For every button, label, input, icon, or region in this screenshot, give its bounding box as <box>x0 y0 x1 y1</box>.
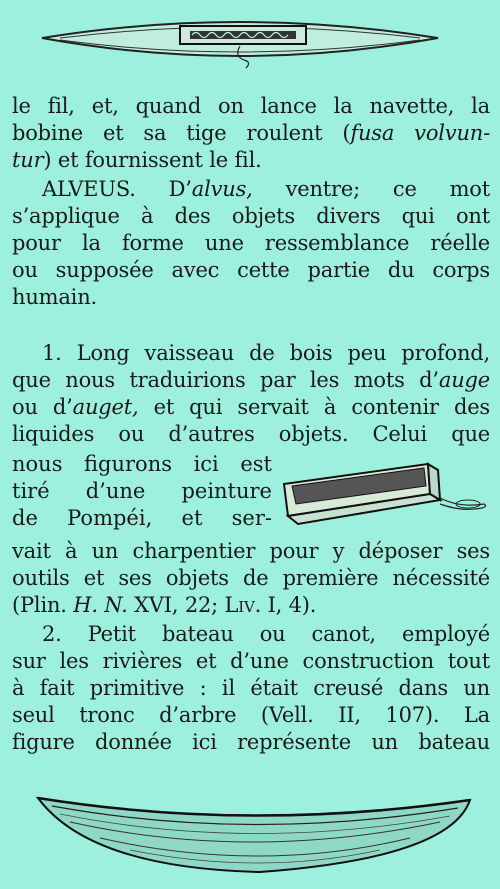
text-line: nous figurons ici est <box>12 452 272 476</box>
paragraph-shuttle-end <box>12 93 490 174</box>
text-line: 1. Long vaisseau de bois peu profond, <box>42 341 490 365</box>
shuttle-figure <box>40 12 440 72</box>
text-line: vait à un charpentier pour y déposer ses <box>12 539 490 563</box>
paragraph-sense-1 <box>12 340 490 448</box>
text-line: humain. <box>12 285 97 309</box>
text-line: à fait primitive : il était creusé dans un <box>12 676 490 700</box>
entry-headword: ALVEUS. D’ <box>42 177 192 201</box>
text-line: pour la forme une ressemblance réelle <box>12 231 490 255</box>
text-line: figure donnée ici représente un bateau <box>12 730 490 754</box>
paragraph-sense-2 <box>12 621 490 756</box>
text-line: (Plin. H. N. XVI, 22; Liv. I, 4). <box>12 593 317 617</box>
text-line: que nous traduirions par les mots d’auge <box>12 368 490 392</box>
paragraph-sense-1-end <box>12 538 490 619</box>
text-line: bobine et sa tige roulent (fusa volvun- <box>12 121 490 145</box>
text-line: tiré d’une peinture <box>12 479 272 503</box>
trough-figure <box>278 458 490 528</box>
text-line: s’applique à des objets divers qui ont <box>12 204 490 228</box>
text-line: 2. Petit bateau ou canot, employé <box>42 622 490 646</box>
text-line: de Pompéi, et ser- <box>12 506 272 530</box>
text-line: sur les rivières et d’une construction tout <box>12 649 490 673</box>
text-line: tur) et fournissent le fil. <box>12 148 262 172</box>
paragraph-alveus-definition <box>12 176 490 311</box>
text-line: outils et ses objets de première nécessité <box>12 566 490 590</box>
text-line: liquides ou d’autres objets. Celui que <box>12 422 490 446</box>
canoe-figure <box>30 788 480 880</box>
text-line: ou supposée avec cette partie du corps <box>12 258 490 282</box>
text-line: le fil, et, quand on lance la navette, la <box>12 94 490 118</box>
paragraph-sense-1-wrapped <box>12 451 272 532</box>
text-line: ALVEUS. D’alvus, ventre; ce mot <box>42 177 490 201</box>
text-line: seul tronc d’arbre (Vell. II, 107). La <box>12 703 490 727</box>
text-line: ou d’auget, et qui servait à contenir des <box>12 395 490 419</box>
